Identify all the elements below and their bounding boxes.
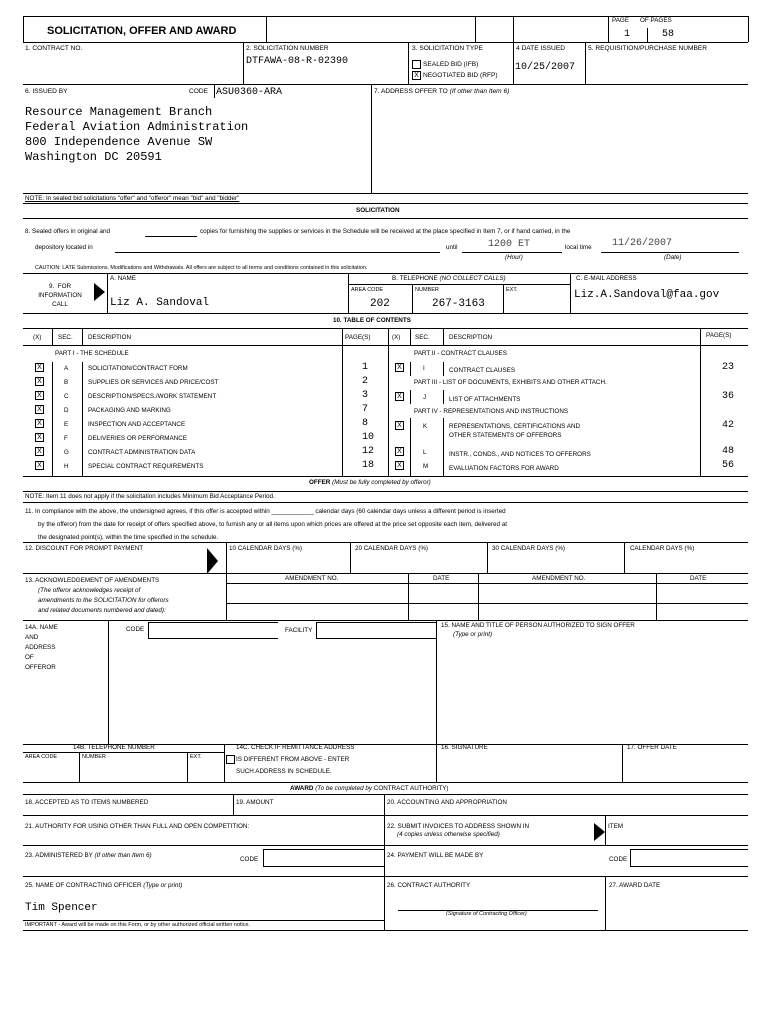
payment-label: 24. PAYMENT WILL BE MADE BY xyxy=(387,852,484,859)
page-number: 1 xyxy=(624,29,631,40)
negotiated-bid-checkbox[interactable]: X xyxy=(412,71,421,80)
contracting-officer-label: 25. NAME OF CONTRACTING OFFICER (Type or print) xyxy=(25,882,183,889)
toc-checkbox[interactable]: X xyxy=(35,433,44,442)
toc-page-number: 8 xyxy=(362,418,369,429)
item8-depository: depository located in xyxy=(35,244,93,251)
amount-label: 19. AMOUNT xyxy=(236,799,274,806)
offer-heading: OFFER (Must be fully completed by offeror) xyxy=(309,479,431,486)
amendment-no-header: AMENDMENT NO. xyxy=(285,575,339,582)
submit-invoices-note: (4 copies unless otherwise specified) xyxy=(397,831,500,838)
toc-section-letter: B xyxy=(64,379,69,386)
contracting-officer-name: Tim Spencer xyxy=(25,902,98,914)
toc-description: SUPPLIES OR SERVICES AND PRICE/COST xyxy=(88,379,219,386)
total-pages: 58 xyxy=(662,29,675,40)
item8-text-a: 8. Sealed offers in original and xyxy=(25,228,110,235)
toc-section-letter: C xyxy=(64,393,69,400)
toc-page-number: 12 xyxy=(362,446,375,457)
local-time-label: local time xyxy=(565,244,592,251)
number-label: NUMBER xyxy=(415,287,439,293)
toc-col-desc: DESCRIPTION xyxy=(88,334,132,341)
authorized-signer-label: 15. NAME AND TITLE OF PERSON AUTHORIZED TO SIGN OFFER xyxy=(441,622,635,629)
toc-section-letter: G xyxy=(64,449,69,456)
toc-checkbox[interactable]: X xyxy=(395,461,404,470)
discount-20-days: 20 CALENDAR DAYS (%) xyxy=(355,545,429,552)
sealed-bid-label: SEALED BID (IFB) xyxy=(423,61,479,68)
toc-heading: 10. TABLE OF CONTENTS xyxy=(333,317,411,324)
toc-description: INSTR., CONDS., AND NOTICES TO OFFERORS xyxy=(449,451,591,458)
remittance-line-b: IS DIFFERENT FROM ABOVE - ENTER xyxy=(236,756,350,763)
offer-date-label: 17. OFFER DATE xyxy=(627,744,677,751)
ack-amendments-label: 13. ACKNOWLEDGEMENT OF AMENDMENTS xyxy=(25,577,160,584)
toc-description: PACKAGING AND MARKING xyxy=(88,407,171,414)
info-call-label: 9. FOR INFORMATION CALL xyxy=(38,283,82,309)
toc-section-letter: L xyxy=(423,449,427,456)
item11-line-b: by the offeror) from the date for receipt of offers specified above, to furnish any or all items upon which prices are offered at the price set opposite each item, delivered at xyxy=(38,521,508,528)
issuer-code: ASU0360-ARA xyxy=(216,87,283,98)
administered-code-label: CODE xyxy=(240,856,259,863)
toc-checkbox[interactable]: X xyxy=(35,419,44,428)
toc-part4: PART IV - REPRESENTATIONS AND INSTRUCTIONS xyxy=(414,408,569,415)
award-date-label: 27. AWARD DATE xyxy=(609,882,661,889)
toc-checkbox[interactable]: X xyxy=(395,392,404,401)
amendment-no-header-2: AMENDMENT NO. xyxy=(532,575,586,582)
payment-code-label: CODE xyxy=(609,856,628,863)
discount-10-days: 10 CALENDAR DAYS (%) xyxy=(229,545,303,552)
accepted-items-label: 18. ACCEPTED AS TO ITEMS NUMBERED xyxy=(25,799,149,806)
discount-calendar-days: CALENDAR DAYS (%) xyxy=(630,545,695,552)
solicitation-number-label: 2. SOLICITATION NUMBER xyxy=(246,45,329,52)
accounting-label: 20. ACCOUNTING AND APPROPRIATION xyxy=(387,799,507,806)
toc-col-x: (X) xyxy=(33,334,42,341)
toc-description: CONTRACT ADMINISTRATION DATA xyxy=(88,449,196,456)
contract-no-label: 1. CONTRACT NO. xyxy=(25,45,83,52)
remittance-line-c: SUCH ADDRESS IN SCHEDULE. xyxy=(236,768,332,775)
offeror-name-address-label: 14A. NAME AND ADDRESS OF OFFEROR xyxy=(25,624,58,672)
name-label: A. NAME xyxy=(110,275,136,282)
submit-invoices-label: 22. SUBMIT INVOICES TO ADDRESS SHOWN IN xyxy=(387,823,530,830)
issuer-address: Resource Management Branch Federal Aviation Administration 800 Independence Avenue SW Washington DC 20591 xyxy=(25,105,249,164)
solicitation-type-label: 3. SOLICITATION TYPE xyxy=(412,45,484,52)
toc-page-number: 7 xyxy=(362,404,369,415)
solicitation-number: DTFAWA-08-R-02390 xyxy=(246,56,349,67)
date-caption: (Date) xyxy=(664,254,682,261)
toc-col-sec-right: SEC. xyxy=(415,334,430,341)
form-title: SOLICITATION, OFFER AND AWARD xyxy=(47,25,237,37)
item-label: ITEM xyxy=(608,823,624,830)
ext-label: EXT. xyxy=(506,287,518,293)
toc-col-sec: SEC. xyxy=(58,334,73,341)
negotiated-bid-label: NEGOTIATED BID (RFP) xyxy=(423,72,498,79)
toc-page-number: 23 xyxy=(722,362,735,373)
arrow-right-icon xyxy=(207,548,218,574)
toc-section-letter: I xyxy=(423,365,425,372)
solicitation-heading: SOLICITATION xyxy=(356,207,400,214)
date-issued-label: 4 DATE ISSUED xyxy=(516,45,565,52)
date-value: 11/26/2007 xyxy=(612,238,673,249)
toc-checkbox[interactable]: X xyxy=(35,405,44,414)
toc-checkbox[interactable]: X xyxy=(395,363,404,372)
code-label: CODE xyxy=(189,88,209,95)
toc-section-letter: F xyxy=(64,435,68,442)
toc-description: SOLICITATION/CONTRACT FORM xyxy=(88,365,188,372)
offeror-number-label: NUMBER xyxy=(82,754,106,760)
remittance-label: 14C. CHECK IF REMITTANCE ADDRESS xyxy=(236,744,355,751)
hour-caption: (Hour) xyxy=(505,254,523,261)
toc-section-letter: K xyxy=(423,423,428,430)
toc-part1: PART I - THE SCHEDULE xyxy=(55,350,129,357)
toc-page-number: 2 xyxy=(362,376,369,387)
amendment-date-header: DATE xyxy=(433,575,450,582)
ack-amendments-note: (The offeror acknowledges receipt of amendments to the SOLICITATION for offerors and related documents numbered and dated): xyxy=(38,587,169,614)
signature-label: 16. SIGNATURE xyxy=(441,744,488,751)
signature-caption: (Signature of Contracting Officer) xyxy=(446,911,527,917)
area-code: 202 xyxy=(370,298,390,310)
toc-description: INSPECTION AND ACCEPTANCE xyxy=(88,421,186,428)
toc-page-number: 3 xyxy=(362,390,369,401)
offeror-ext-label: EXT. xyxy=(190,754,202,760)
administered-by-label: 23. ADMINISTERED BY (If other than Item 6) xyxy=(25,852,152,859)
caution-text: CAUTION: LATE Submissions, Modifications and Withdrawals. All offers are subject to all terms and conditions contained in this solicitation. xyxy=(35,265,368,271)
toc-checkbox[interactable]: X xyxy=(395,447,404,456)
authority-label: 21. AUTHORITY FOR USING OTHER THAN FULL AND OPEN COMPETITION: xyxy=(25,823,250,830)
telephone-label: B. TELEPHONE (NO COLLECT CALLS) xyxy=(392,275,506,282)
facility-label: FACILITY xyxy=(285,627,313,634)
toc-part2: PART II - CONTRACT CLAUSES xyxy=(414,350,507,357)
toc-checkbox[interactable]: X xyxy=(35,391,44,400)
toc-page-number: 1 xyxy=(362,362,369,373)
contact-name: Liz A. Sandoval xyxy=(110,297,210,309)
toc-part3: PART III - LIST OF DOCUMENTS, EXHIBITS AND OTHER ATTACH. xyxy=(414,379,607,386)
hour-value: 1200 ET xyxy=(488,239,531,250)
contract-authority-label: 26. CONTRACT AUTHORITY xyxy=(387,882,471,889)
toc-section-letter: H xyxy=(64,463,69,470)
toc-checkbox[interactable]: X xyxy=(35,447,44,456)
toc-description: LIST OF ATTACHMENTS xyxy=(449,396,521,403)
phone-number: 267-3163 xyxy=(432,298,485,310)
offer-note: NOTE: Item 11 does not apply if the solicitation includes Minimum Bid Acceptance Period. xyxy=(25,493,275,500)
sealed-bid-note: NOTE: In sealed bid solicitations "offer" and "offeror" mean "bid" and "bidder" xyxy=(25,195,240,202)
until-label: until xyxy=(446,244,458,251)
address-offer-label: 7. ADDRESS OFFER TO (If other than Item 6) xyxy=(374,88,510,95)
toc-page-number: 48 xyxy=(722,446,735,457)
toc-description: EVALUATION FACTORS FOR AWARD xyxy=(449,465,559,472)
toc-col-desc-right: DESCRIPTION xyxy=(449,334,493,341)
toc-checkbox[interactable]: X xyxy=(395,421,404,430)
offeror-area-code-label: AREA CODE xyxy=(25,754,58,760)
item8-text-b: copies for furnishing the supplies or services in the Schedule will be received at the place specified in Item 7, or if hand carried, in the xyxy=(200,228,571,235)
important-notice: IMPORTANT - Award will be made on this Form, or by other authorized official written notice. xyxy=(25,922,251,928)
toc-description: DESCRIPTION/SPECS./WORK STATEMENT xyxy=(88,393,217,400)
issued-by-label: 6. ISSUED BY xyxy=(25,88,68,95)
toc-col-pages-right: PAGE(S) xyxy=(706,332,732,339)
discount-30-days: 30 CALENDAR DAYS (%) xyxy=(492,545,566,552)
toc-description: DELIVERIES OR PERFORMANCE xyxy=(88,435,188,442)
toc-page-number: 36 xyxy=(722,391,735,402)
discount-label: 12. DISCOUNT FOR PROMPT PAYMENT xyxy=(25,545,144,552)
toc-checkbox[interactable]: X xyxy=(35,461,44,470)
date-issued: 10/25/2007 xyxy=(515,62,576,73)
telephone-number-label: 14B. TELEPHONE NUMBER xyxy=(73,744,155,751)
arrow-right-icon xyxy=(94,283,105,301)
award-heading: AWARD (To be completed by CONTRACT AUTHORITY) xyxy=(290,785,449,792)
email-address: Liz.A.Sandoval@faa.gov xyxy=(574,289,720,301)
toc-page-number: 42 xyxy=(722,420,735,431)
requisition-label: 5. REQUISITION/PURCHASE NUMBER xyxy=(588,45,708,52)
toc-page-number: 18 xyxy=(362,460,375,471)
toc-col-pages: PAGE(S) xyxy=(345,334,371,341)
toc-page-number: 10 xyxy=(362,432,375,443)
page-label: PAGE xyxy=(612,17,630,24)
toc-section-letter: D xyxy=(64,407,69,414)
amendment-date-header-2: DATE xyxy=(690,575,707,582)
offeror-code-label: CODE xyxy=(126,626,145,633)
toc-section-letter: A xyxy=(64,365,69,372)
sealed-bid-checkbox[interactable] xyxy=(412,60,421,69)
toc-page-number: 56 xyxy=(722,460,735,471)
remittance-checkbox[interactable] xyxy=(226,755,235,764)
toc-col-x-right: (X) xyxy=(392,334,401,341)
item11-line-a: 11. In compliance with the above, the undersigned agrees, if this offer is accepted within ____________ calendar days (60 calendar days unless a different period is inserted xyxy=(25,508,506,515)
email-label: C. E-MAIL ADDRESS xyxy=(576,275,637,282)
toc-description: SPECIAL CONTRACT REQUIREMENTS xyxy=(88,463,204,470)
of-pages-label: OF PAGES xyxy=(640,17,672,24)
toc-checkbox[interactable]: X xyxy=(35,377,44,386)
toc-checkbox[interactable]: X xyxy=(35,363,44,372)
area-code-label: AREA CODE xyxy=(351,287,384,293)
item11-line-c: the designated point(s), within the time specified in the schedule. xyxy=(38,534,219,541)
toc-description: REPRESENTATIONS, CERTIFICATIONS AND OTHER STATEMENTS OF OFFERORS xyxy=(449,423,581,440)
toc-section-letter: E xyxy=(64,421,69,428)
toc-section-letter: J xyxy=(423,394,427,401)
toc-description: CONTRACT CLAUSES xyxy=(449,367,516,374)
authorized-signer-note: (Type or print) xyxy=(453,631,493,638)
arrow-right-icon xyxy=(594,823,605,841)
toc-section-letter: M xyxy=(423,463,429,470)
